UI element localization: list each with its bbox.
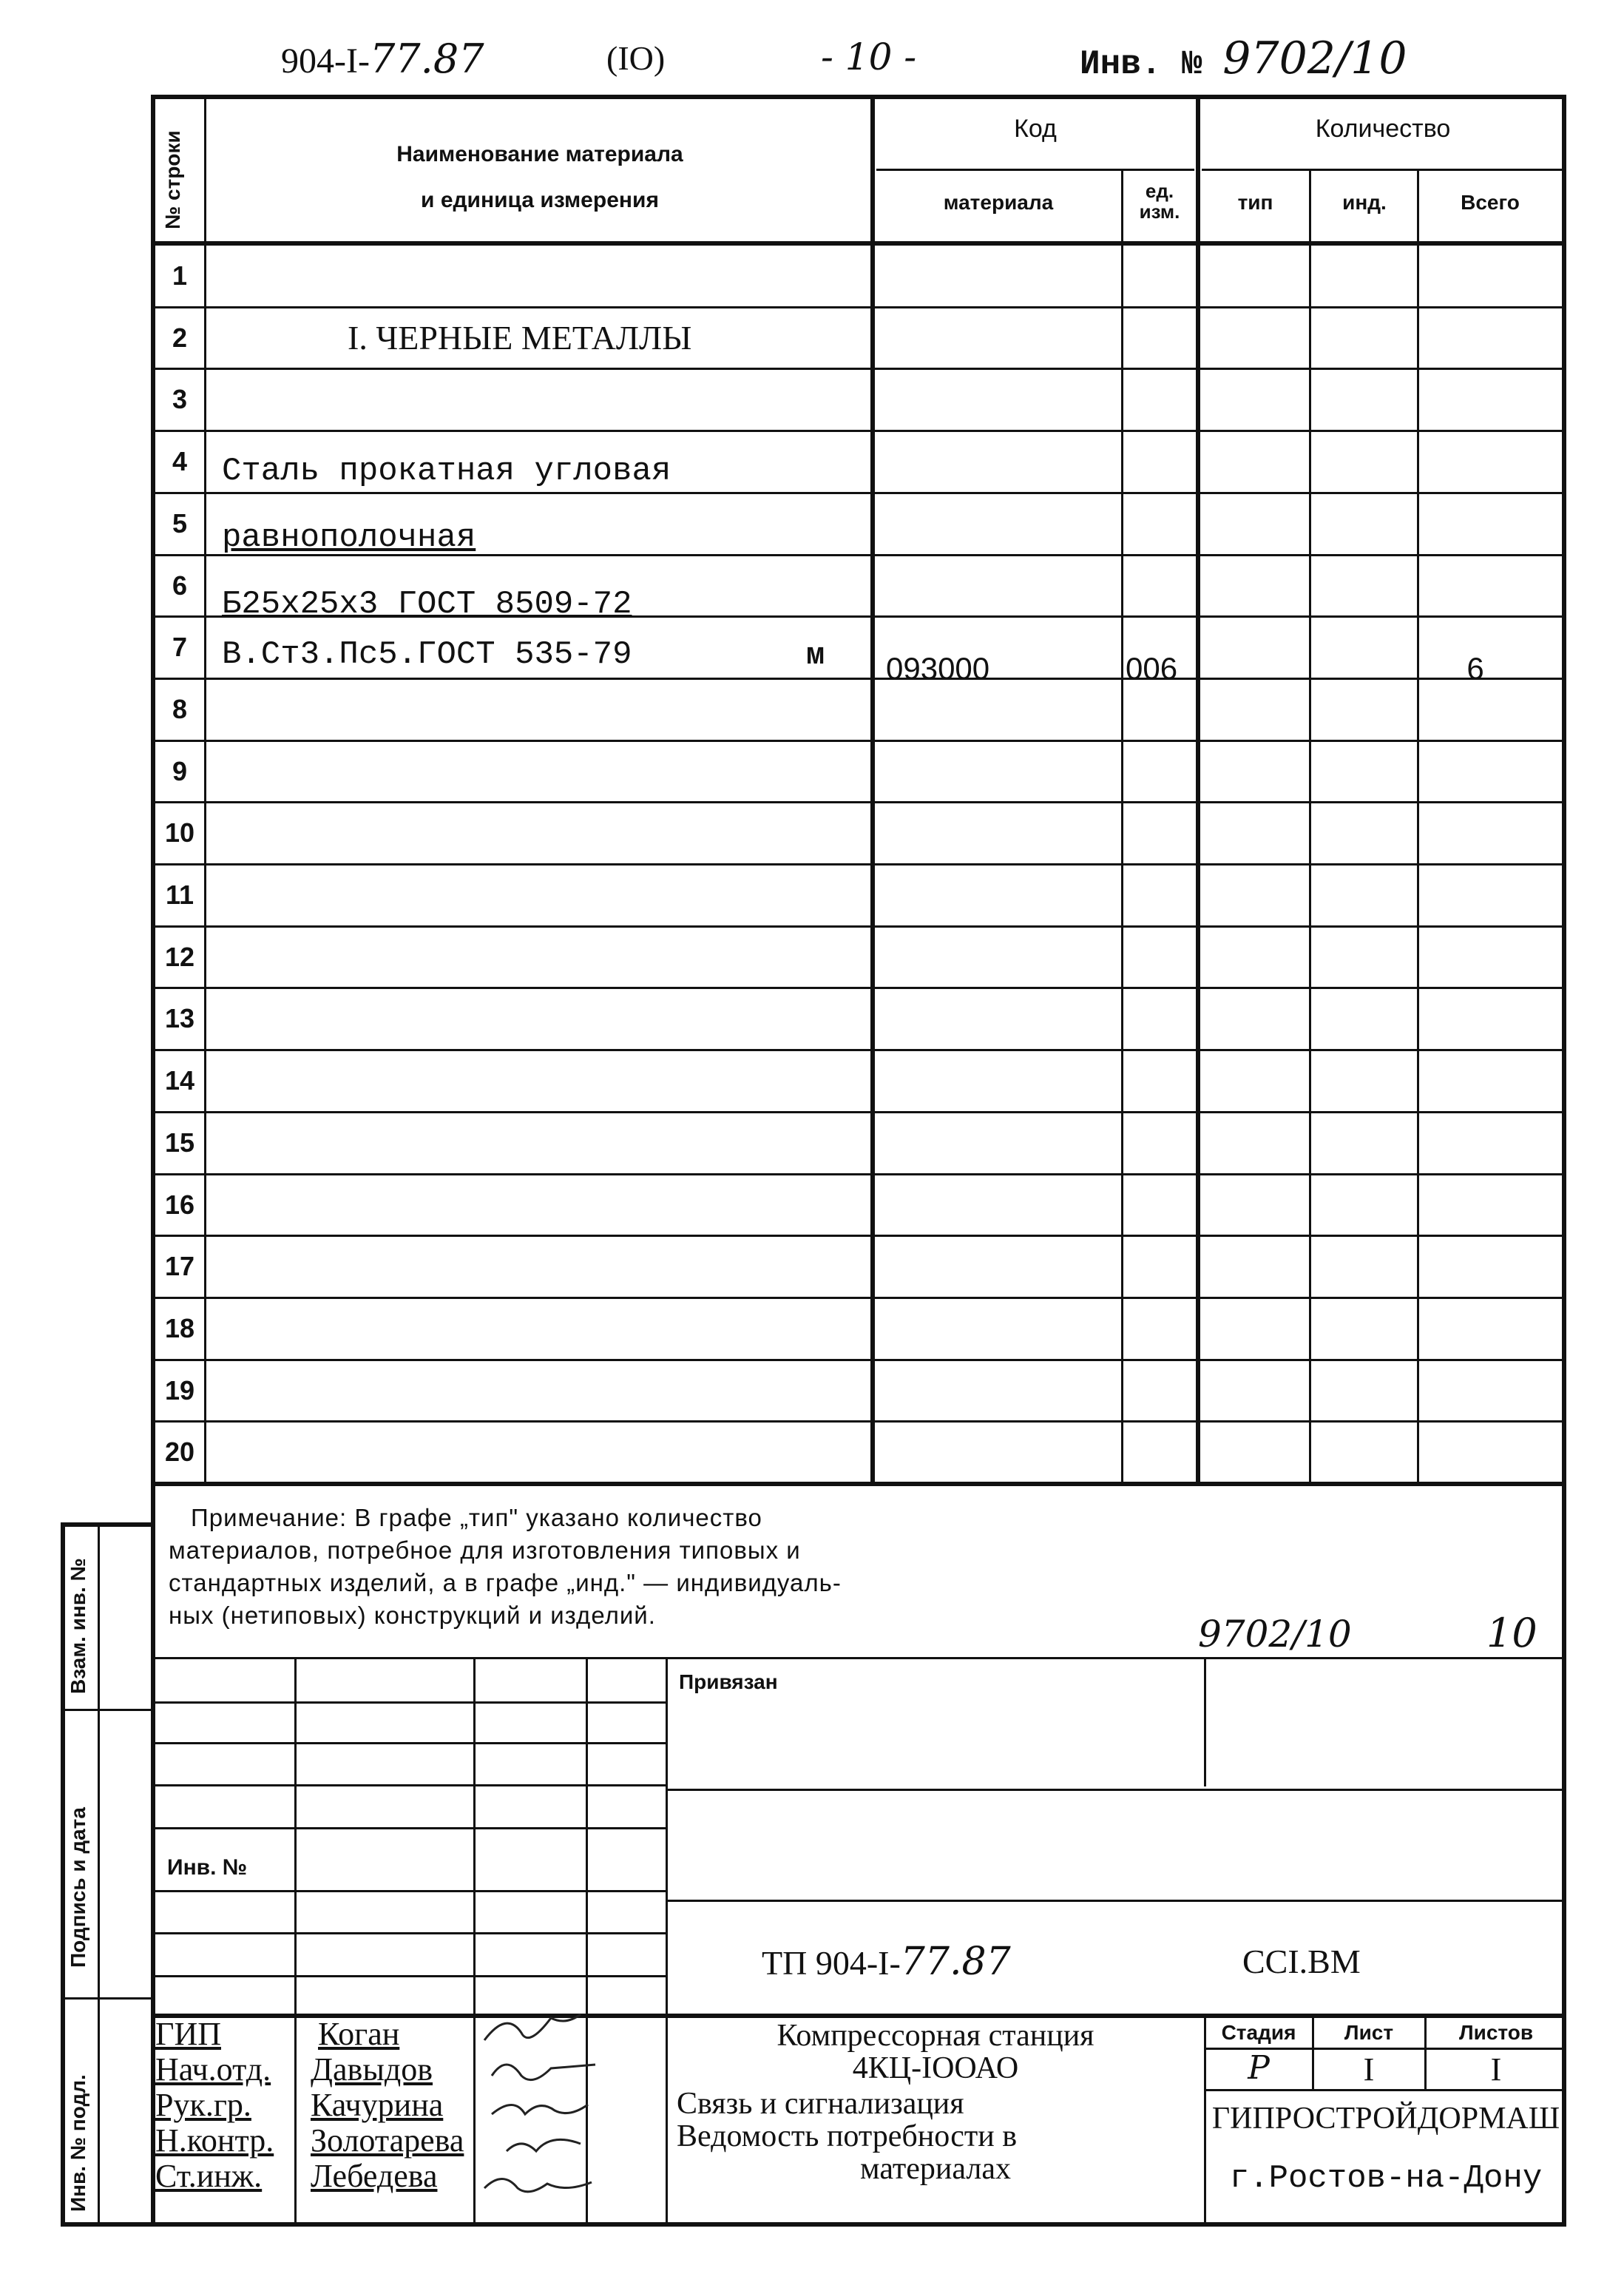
stamp-title bbox=[669, 2019, 1202, 2085]
row-line bbox=[151, 740, 1566, 742]
col-line-rowno bbox=[204, 95, 206, 1484]
frame-top bbox=[151, 95, 1566, 99]
row-line bbox=[151, 430, 1566, 432]
stamp-person-name: Лебедева bbox=[311, 2158, 438, 2194]
side-strip-bottom bbox=[61, 2222, 153, 2227]
title-line-2: 4КЦ-IООАО bbox=[852, 2051, 1019, 2085]
item-line-4: В.Ст3.Пс5.ГОСТ 535-79 bbox=[222, 636, 632, 673]
row-line bbox=[151, 306, 1566, 308]
item-line-1: Сталь прокатная угловая bbox=[222, 453, 671, 490]
col-line-code-qty bbox=[1196, 95, 1200, 1484]
privyazan-label: Привязан bbox=[679, 1670, 778, 1693]
stamp-left-line-7 bbox=[151, 1975, 666, 1977]
item-line-3: Б25х25х3 ГОСТ 8509-72 bbox=[222, 586, 632, 623]
code-sub-separator bbox=[876, 169, 1194, 171]
qty-sub-separator bbox=[1202, 169, 1564, 171]
row-line bbox=[151, 492, 1566, 494]
stamp-person-role: Н.контр. bbox=[155, 2122, 274, 2159]
note-line-1: Примечание: В графе „тип" указано количество bbox=[191, 1504, 762, 1531]
signature-marks bbox=[477, 2011, 625, 2227]
header-qty-ind: инд. bbox=[1342, 191, 1387, 214]
row-number: 11 bbox=[165, 880, 194, 910]
header-separator bbox=[151, 241, 1566, 246]
stamp-person-name: Давыдов bbox=[311, 2051, 433, 2088]
col-line-unit bbox=[1121, 169, 1123, 1484]
note bbox=[169, 1502, 842, 1632]
row-number: 10 bbox=[164, 817, 195, 848]
stamp-doc-mark: ССI.ВМ bbox=[1242, 1943, 1361, 1980]
header-code-unit: ед. изм. bbox=[1139, 180, 1180, 223]
stamp-left-line-4 bbox=[151, 1827, 666, 1829]
row-number: 16 bbox=[164, 1189, 195, 1220]
side-strip-inner bbox=[98, 1522, 100, 2227]
side-podpis: Подпись и дата bbox=[67, 1807, 89, 1968]
row-number: 6 bbox=[172, 570, 188, 601]
stamp-left-line-3 bbox=[151, 1784, 666, 1786]
stamp-code-prefix: ТП 904-I- bbox=[762, 1944, 901, 1982]
stage-label: Стадия bbox=[1221, 2021, 1296, 2044]
item-line-2: равнополочная bbox=[222, 519, 476, 556]
row-line bbox=[151, 1235, 1566, 1237]
inv-label: Инв. № bbox=[1080, 45, 1202, 84]
note-line-3: стандартных изделий, а в графе „инд." — индивидуаль- bbox=[169, 1569, 842, 1596]
stamp-right-line-2 bbox=[666, 1900, 1566, 1902]
note-line-2: материалов, потребное для изготовления типовых и bbox=[169, 1536, 801, 1564]
stamp-code-handwritten: 77.87 bbox=[900, 1940, 1011, 1984]
sheets-label: Листов bbox=[1458, 2021, 1534, 2044]
row-line bbox=[151, 863, 1566, 865]
inv-number bbox=[1080, 33, 1407, 84]
row-line bbox=[151, 925, 1566, 928]
title-line-1: Компрессорная станция bbox=[777, 2019, 1094, 2053]
row-line bbox=[151, 1049, 1566, 1051]
col-line-ind bbox=[1309, 169, 1311, 1484]
row-line bbox=[151, 987, 1566, 989]
section-title: I. ЧЕРНЫЕ МЕТАЛЛЫ bbox=[348, 319, 692, 357]
stamp-inv-label: Инв. № bbox=[167, 1855, 248, 1880]
sheets-value: I bbox=[1490, 2051, 1502, 2088]
note-line-4: ных (нетиповых) конструкций и изделий. bbox=[169, 1602, 656, 1629]
doc-code bbox=[281, 36, 484, 82]
title-line-3: Связь и сигнализация bbox=[677, 2087, 964, 2121]
header-name bbox=[214, 132, 865, 223]
stage-box-col-2 bbox=[1424, 2014, 1427, 2089]
stage-box-line-2 bbox=[1204, 2089, 1566, 2091]
row-number: 3 bbox=[172, 384, 188, 415]
stamp-person-role: ГИП bbox=[155, 2016, 221, 2052]
stamp-person-name: Качурина bbox=[311, 2087, 444, 2123]
stamp-sheet-handwritten: 10 bbox=[1486, 1610, 1537, 1656]
row-number: 8 bbox=[172, 693, 188, 724]
table-body-bottom bbox=[151, 1482, 1566, 1486]
col-line-total bbox=[1417, 169, 1419, 1484]
row-number: 20 bbox=[164, 1437, 195, 1468]
row-number: 13 bbox=[164, 1003, 195, 1034]
header-code-material: материала bbox=[943, 191, 1054, 214]
organization: ГИПРОСТРОЙДОРМАШ bbox=[1211, 2102, 1560, 2136]
stage-box-left bbox=[1204, 2014, 1206, 2227]
stamp-top-line bbox=[151, 1657, 1566, 1659]
signatures-svg bbox=[477, 2011, 625, 2218]
stage-box-col-1 bbox=[1312, 2014, 1314, 2089]
stamp-left-line-6 bbox=[151, 1932, 666, 1934]
header-name-line1: Наименование материала bbox=[396, 142, 683, 166]
stamp-right-line-1 bbox=[666, 1789, 1566, 1791]
row-number: 4 bbox=[172, 446, 188, 477]
item-total: 6 bbox=[1466, 651, 1484, 686]
row-line bbox=[151, 1173, 1566, 1175]
side-strip-top bbox=[61, 1522, 153, 1527]
doc-code-handwritten: 77.87 bbox=[369, 36, 484, 82]
row-number: 2 bbox=[172, 322, 188, 353]
item-unit: м bbox=[806, 638, 825, 673]
header-name-line2: и единица измерения bbox=[421, 188, 659, 212]
row-number: 1 bbox=[172, 260, 188, 291]
row-line bbox=[151, 368, 1566, 370]
page-marker: - 10 - bbox=[821, 36, 917, 78]
row-line bbox=[151, 1420, 1566, 1423]
stamp-code bbox=[762, 1940, 1011, 1984]
row-number: 18 bbox=[164, 1312, 195, 1343]
row-number: 17 bbox=[164, 1251, 195, 1282]
row-number: 14 bbox=[164, 1065, 195, 1096]
row-line bbox=[151, 801, 1566, 803]
row-number: 5 bbox=[172, 507, 188, 539]
stamp-person-name: Коган bbox=[318, 2016, 400, 2052]
side-strip-left bbox=[61, 1522, 65, 2227]
stamp-person-role: Ст.инж. bbox=[155, 2158, 263, 2194]
title-line-5: материалах bbox=[860, 2152, 1011, 2186]
side-strip-line-2 bbox=[61, 1997, 153, 2000]
stamp-left-divider bbox=[666, 1657, 668, 2227]
row-number: 7 bbox=[172, 632, 188, 663]
sheet-label: Лист bbox=[1344, 2021, 1394, 2044]
row-line bbox=[151, 678, 1566, 680]
inv-number-handwritten: 9702/10 bbox=[1222, 33, 1407, 84]
row-line bbox=[151, 1359, 1566, 1361]
stamp-left-line-2 bbox=[151, 1742, 666, 1744]
row-number: 19 bbox=[164, 1374, 195, 1406]
header-qty: Количество bbox=[1315, 115, 1451, 143]
header-qty-total: Всего bbox=[1461, 191, 1520, 214]
row-number: 9 bbox=[172, 755, 188, 786]
frame-bottom bbox=[151, 2222, 1566, 2227]
header-qty-type: тип bbox=[1237, 191, 1273, 214]
row-line bbox=[151, 1111, 1566, 1113]
sheet-value: I bbox=[1363, 2051, 1375, 2088]
item-unit-code: 006 bbox=[1126, 651, 1178, 686]
side-inv-podl: Инв. № подл. bbox=[67, 2074, 89, 2212]
header-row-no: № строки bbox=[161, 130, 184, 229]
stamp-privyazan-divider bbox=[1204, 1657, 1206, 1786]
row-line bbox=[151, 1297, 1566, 1299]
col-line-name bbox=[870, 95, 875, 1484]
row-number: 15 bbox=[164, 1127, 195, 1158]
header-code: Код bbox=[1014, 115, 1057, 143]
side-strip-line-1 bbox=[61, 1709, 153, 1711]
city: г.Ростов-на-Дону bbox=[1229, 2160, 1543, 2197]
stamp-person-role: Нач.отд. bbox=[155, 2051, 271, 2088]
frame-right bbox=[1562, 95, 1566, 2227]
stage-value: Р bbox=[1248, 2049, 1270, 2087]
stamp-left-line-5 bbox=[151, 1890, 666, 1892]
stamp-person-name: Золотарева bbox=[311, 2122, 464, 2159]
row-number: 12 bbox=[164, 941, 195, 972]
sheet-paren: (IO) bbox=[606, 39, 666, 77]
stamp-title-2 bbox=[669, 2088, 1202, 2185]
stamp-person-role: Рук.гр. bbox=[155, 2087, 251, 2123]
item-code: 093000 bbox=[886, 651, 990, 686]
stamp-left-line-1 bbox=[151, 1701, 666, 1704]
side-vzam: Взам. инв. № bbox=[67, 1558, 89, 1694]
doc-code-prefix: 904-I- bbox=[281, 41, 370, 81]
title-line-4: Ведомость потребности в bbox=[677, 2119, 1018, 2153]
stamp-inv-handwritten: 9702/10 bbox=[1198, 1613, 1352, 1656]
